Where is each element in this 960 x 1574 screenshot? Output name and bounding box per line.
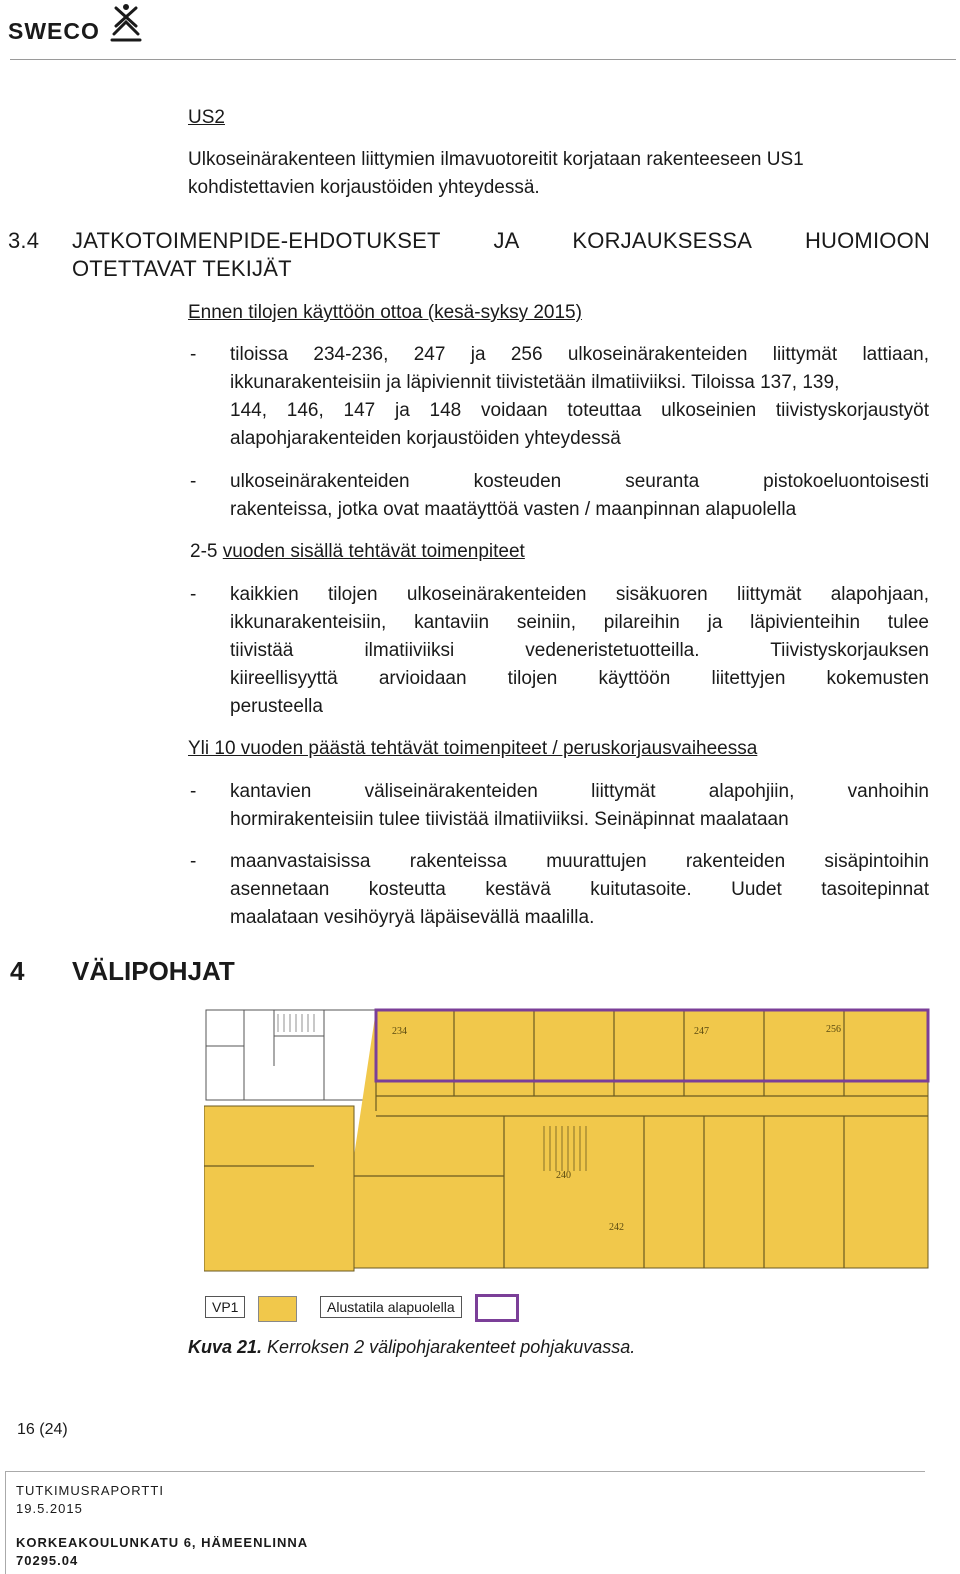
paragraph-line: asennetaan kosteutta kestävä kuitutasoite. Uudet tasoitepinnat: [230, 879, 929, 900]
paragraph-line: ulkoseinärakenteiden kosteuden seuranta pistokoeluontoisesti: [230, 471, 929, 492]
paragraph-line: rakenteissa, jotka ovat maatäyttöä vasten / maanpinnan alapuolella: [230, 499, 797, 520]
legend-alustatila-swatch: [475, 1294, 519, 1322]
subsection-1-item-2: [230, 468, 929, 524]
footer-divider: [5, 1471, 925, 1472]
footer-divider-vertical: [5, 1471, 6, 1574]
section-4-number: 4: [10, 956, 25, 986]
paragraph-line: maalataan vesihöyryä läpäisevällä maalilla.: [230, 907, 595, 928]
paragraph-line: tiloissa 234-236, 247 ja 256 ulkoseinärakenteiden liittymät lattiaan,: [230, 344, 929, 365]
header-divider: [10, 59, 956, 60]
subsection-1-heading: Ennen tilojen käyttöön ottoa (kesä-syksy 2015): [188, 302, 582, 323]
section-3-4-number: 3.4: [8, 228, 40, 253]
us2-heading: US2: [188, 107, 225, 128]
subsection-2-item-1: [230, 581, 929, 721]
report-type: TUTKIMUSRAPORTTI: [16, 1483, 164, 1498]
subsection-2-heading: [190, 538, 525, 566]
bullet-dash: -: [190, 344, 197, 365]
legend-alustatila-label: Alustatila alapuolella: [320, 1296, 462, 1318]
paragraph-line: hormirakenteisiin tulee tiivistää ilmatiiviiksi. Seinäpinnat maalataan: [230, 809, 789, 830]
subsection-2-heading-text: vuoden sisällä tehtävät toimenpiteet: [222, 541, 525, 562]
paragraph-line: tiivistää ilmatiiviiksi vedeneristetuotteilla. Tiivistyskorjauksen: [230, 640, 929, 661]
legend-vp1-label: VP1: [205, 1296, 245, 1318]
legend-vp1-swatch: [258, 1296, 297, 1322]
title-word: KORJAUKSESSA: [572, 228, 753, 253]
paragraph-line: maanvastaisissa rakenteissa muurattujen rakenteiden sisäpintoihin: [230, 851, 929, 872]
bullet-dash: -: [190, 471, 197, 492]
page-number: 16 (24): [17, 1421, 68, 1438]
us2-text-line-2: kohdistettavien korjaustöiden yhteydessä.: [188, 177, 540, 198]
room-label: 256: [826, 1024, 841, 1035]
caption-label: Kuva 21.: [188, 1337, 263, 1357]
paragraph-line: kantavien väliseinärakenteiden liittymät alapohjiin, vanhoihin: [230, 781, 929, 802]
section-3-4-title-line-2: OTETTAVAT TEKIJÄT: [72, 256, 292, 281]
title-word: JA: [493, 228, 520, 253]
title-word: HUOMIOON: [804, 228, 930, 253]
paragraph-line: kaikkien tilojen ulkoseinärakenteiden sisäkuoren liittymät alapohjaan,: [230, 584, 929, 605]
subsection-3-heading: Yli 10 vuoden päästä tehtävät toimenpiteet / peruskorjausvaiheessa: [188, 738, 758, 759]
report-date: 19.5.2015: [16, 1501, 83, 1516]
caption-text: Kerroksen 2 välipohjarakenteet pohjakuvassa.: [262, 1337, 636, 1357]
bullet-dash: -: [190, 851, 197, 872]
bullet-dash: -: [190, 584, 197, 605]
paragraph-line: ikkunarakenteisiin, kantaviin seiniin, pilareihin ja läpivienteihin tulee: [230, 612, 929, 633]
section-3-4-title-line-1: [72, 228, 930, 254]
subsection-3-item-1: [230, 778, 929, 834]
room-label: 240: [556, 1170, 571, 1181]
figure-caption: [188, 1337, 635, 1358]
subsection-1-item-1: [230, 341, 929, 453]
paragraph-line: 144, 146, 147 ja 148 voidaan toteuttaa ulkoseinien tiivistyskorjaustyöt: [230, 400, 929, 421]
paragraph-line: kiireellisyyttä arvioidaan tilojen käyttöön liitettyjen kokemusten: [230, 668, 929, 689]
project-number: 70295.04: [16, 1553, 79, 1568]
section-4-title: VÄLIPOHJAT: [72, 956, 235, 986]
floor-plan-image: [204, 1006, 930, 1278]
paragraph-line: ikkunarakenteisiin ja läpiviennit tiivistetään ilmatiiviiksi. Tiloissa 137, 139,: [230, 372, 840, 393]
subsection-3-item-2: [230, 848, 929, 932]
floor-plan-drawing: [204, 1006, 930, 1278]
room-label: 247: [694, 1026, 709, 1037]
bullet-dash: -: [190, 781, 197, 802]
paragraph-line: perusteella: [230, 696, 323, 717]
title-word: JATKOTOIMENPIDE-EHDOTUKSET: [72, 228, 441, 253]
room-label: 242: [609, 1222, 624, 1233]
subsection-2-prefix: 2-5: [190, 541, 223, 562]
room-label: 234: [392, 1026, 407, 1037]
us2-text-line-1: Ulkoseinärakenteen liittymien ilmavuotoreitit korjataan rakenteeseen US1: [188, 149, 804, 170]
logo-text: SWECO: [8, 18, 100, 44]
project-address: KORKEAKOULUNKATU 6, HÄMEENLINNA: [16, 1535, 309, 1550]
paragraph-line: alapohjarakenteiden korjaustöiden yhteydessä: [230, 428, 621, 449]
